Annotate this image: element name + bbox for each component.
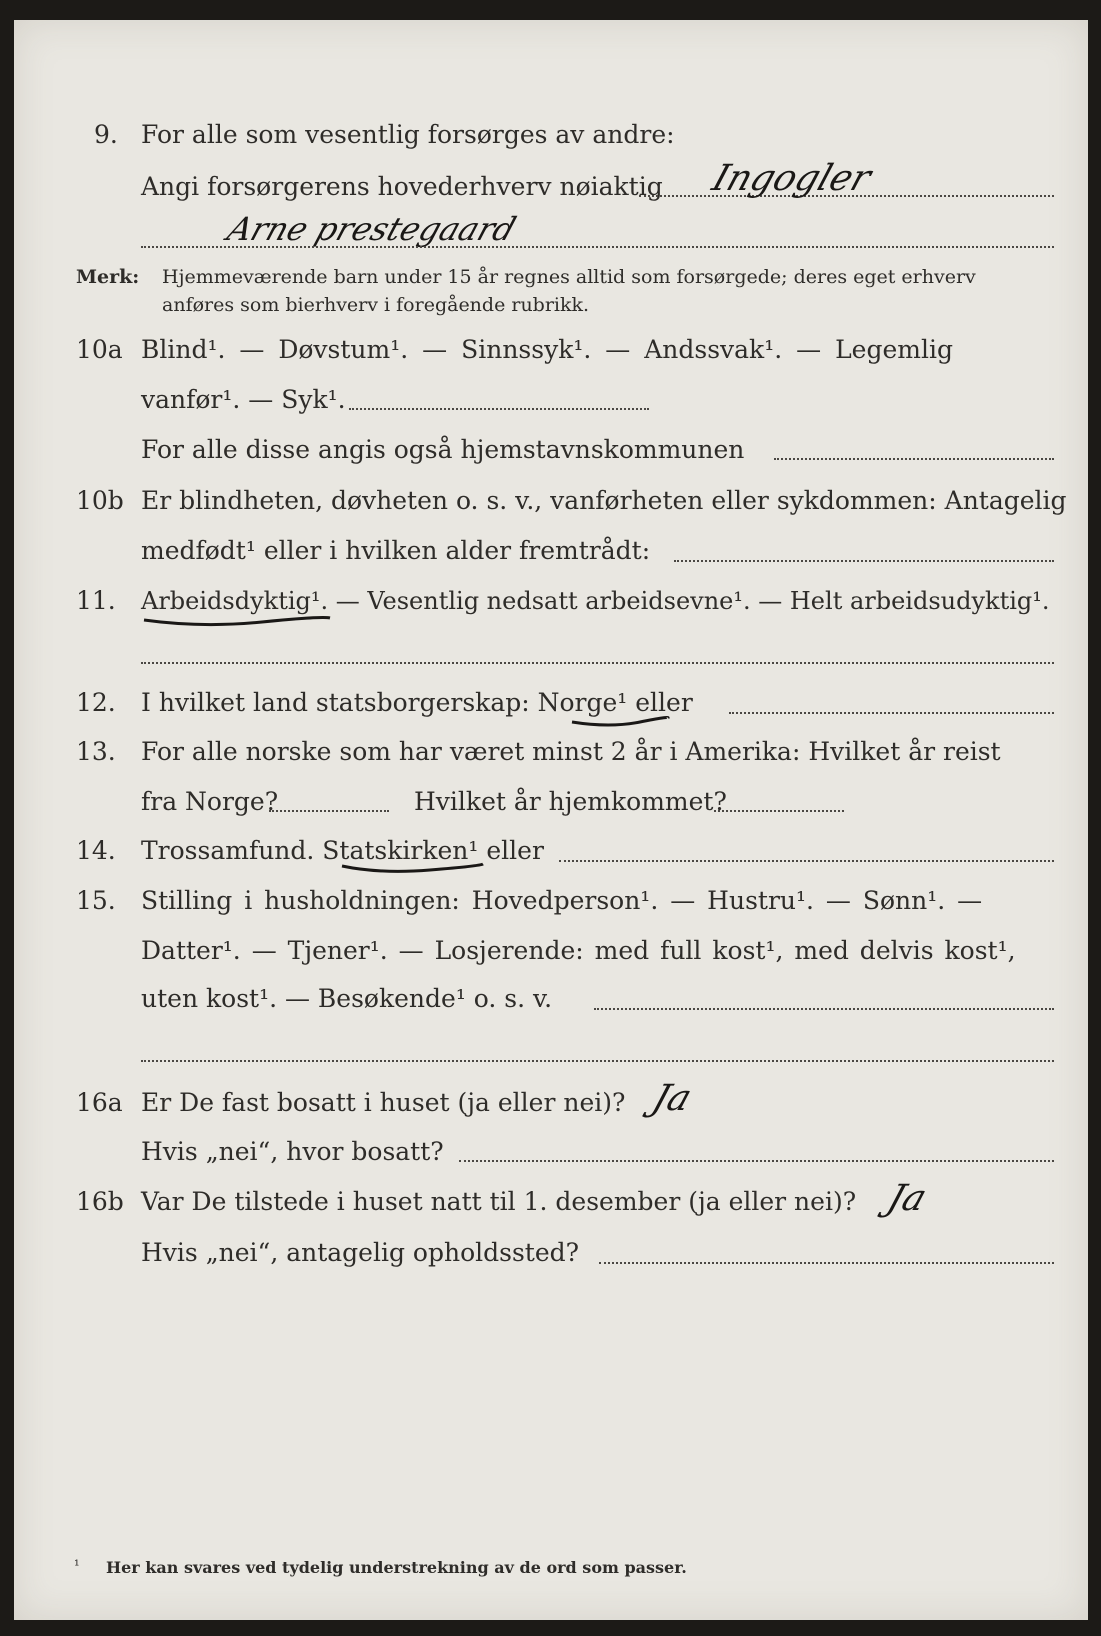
merk-line2: anføres som bierhverv i foregående rubrikk. (162, 294, 590, 316)
q16a-handwritten-answer: Ja (647, 1078, 697, 1119)
q16b-line2: Hvis „nei“, antagelig opholdssted? (141, 1238, 580, 1267)
q9-handwritten-answer2: Arne prestegaard (222, 210, 521, 248)
q10b-number: 10b (76, 486, 124, 515)
merk-line1: Hjemmeværende barn under 15 år regnes alltid som forsørgede; deres eget erhverv (162, 266, 976, 288)
q10a-kommune-line (774, 458, 1054, 460)
q16b-line1: Var De tilstede i huset natt til 1. desember (ja eller nei)? (141, 1187, 857, 1216)
q9-line1: For alle som vesentlig forsørges av andre: (141, 120, 675, 149)
q16a-number: 16a (76, 1088, 123, 1117)
q13-line2b: Hvilket år hjemkommet? (414, 787, 727, 816)
q16a-answer-line (459, 1160, 1054, 1162)
q9-handwritten-answer1: Ingogler (707, 158, 876, 199)
q15-line1: Stilling i husholdningen: Hovedperson¹. — Hustru¹. — Sønn¹. — (141, 886, 983, 915)
q15-answer-line2 (141, 1060, 1054, 1062)
q13-reist-line (269, 810, 389, 812)
q10a-line1: Blind¹. — Døvstum¹. — Sinnssyk¹. — Andssvak¹. — Legemlig (141, 335, 953, 364)
q15-line2: Datter¹. — Tjener¹. — Losjerende: med full kost¹, med delvis kost¹, (141, 936, 1016, 965)
q15-number: 15. (76, 886, 116, 915)
q10a-line2: vanfør¹. — Syk¹. (141, 385, 346, 414)
q10b-line2: medfødt¹ eller i hvilken alder fremtrådt: (141, 536, 651, 565)
q10a-number: 10a (76, 335, 123, 364)
q12-line1: I hvilket land statsborgerskap: Norge¹ eller (141, 688, 693, 717)
q10b-answer-line (674, 560, 1054, 562)
q11-handwritten-underline (142, 610, 332, 630)
q11-number: 11. (76, 586, 116, 615)
q16b-answer-line (599, 1262, 1054, 1264)
q14-handwritten-underline (340, 860, 485, 878)
q15-line3: uten kost¹. — Besøkende¹ o. s. v. (141, 984, 553, 1013)
q11-line1: Arbeidsdyktig¹. — Vesentlig nedsatt arbeidsevne¹. — Helt arbeidsudyktig¹. (141, 587, 1050, 615)
q9-answer-line2 (141, 246, 1054, 248)
q14-answer-line (559, 860, 1054, 862)
q9-line2: Angi forsørgerens hovederhverv nøiaktig (141, 172, 663, 201)
q16b-handwritten-answer: Ja (882, 1178, 932, 1219)
q9-number: 9. (94, 120, 118, 149)
footnote-text: Her kan svares ved tydelig understrekning av de ord som passer. (106, 1558, 687, 1577)
q13-line1: For alle norske som har været minst 2 år i Amerika: Hvilket år reist (141, 737, 1001, 766)
q12-handwritten-underline (570, 712, 670, 730)
q12-answer-line (729, 712, 1054, 714)
q12-number: 12. (76, 688, 116, 717)
q13-line2a: fra Norge? (141, 787, 279, 816)
q10a-line3: For alle disse angis også hjemstavnskommunen (141, 435, 745, 464)
footnote-mark: ¹ (74, 1558, 80, 1574)
q16a-line2: Hvis „nei“, hvor bosatt? (141, 1137, 444, 1166)
q13-number: 13. (76, 737, 116, 766)
q15-answer-line (594, 1008, 1054, 1010)
q16a-line1: Er De fast bosatt i huset (ja eller nei)? (141, 1088, 626, 1117)
q11-answer-line (141, 662, 1054, 664)
q14-number: 14. (76, 836, 116, 865)
q10a-syk-line (349, 408, 649, 410)
q13-hjemkommet-line (714, 810, 844, 812)
q16b-number: 16b (76, 1187, 124, 1216)
merk-label: Merk: (76, 266, 140, 288)
census-form-page (14, 20, 1088, 1620)
q14-line1: Trossamfund. Statskirken¹ eller (141, 836, 544, 865)
q10b-line1: Er blindheten, døvheten o. s. v., vanførheten eller sykdommen: Antagelig (141, 486, 1067, 515)
